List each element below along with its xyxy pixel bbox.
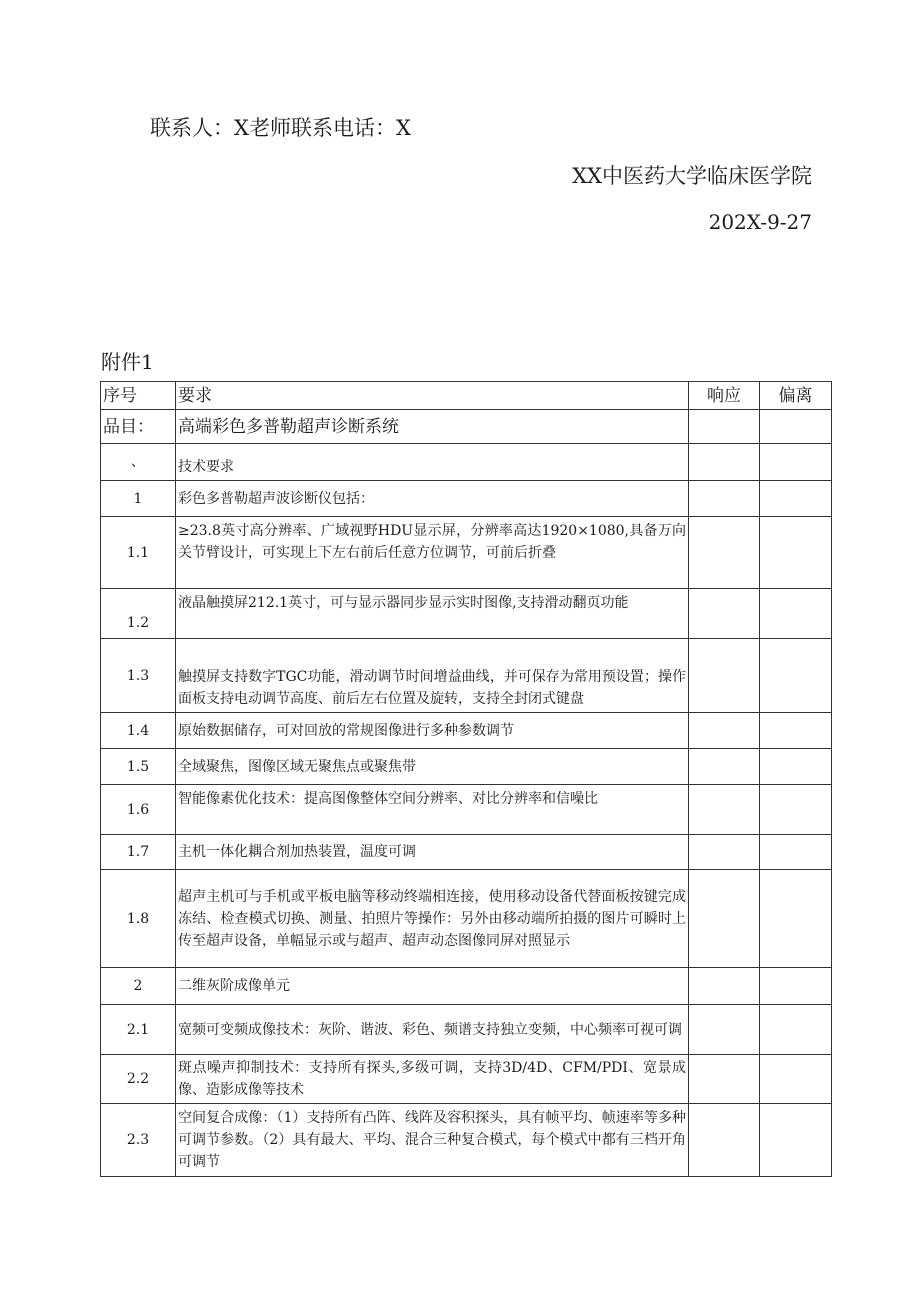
row-requirement: 斑点噪声抑制技术：支持所有探头,多级可调，支持3D/4D、CFM/PDI、宽景成像、造影成像等技术 <box>176 1055 689 1104</box>
response-cell <box>689 589 760 639</box>
organization-name: XX中医药大学临床医学院 <box>572 164 812 188</box>
row-number: 1.2 <box>101 589 176 639</box>
table-row <box>101 1055 832 1104</box>
response-cell <box>689 517 760 589</box>
response-cell <box>689 713 760 749</box>
row-requirement: 二维灰阶成像单元 <box>176 968 689 1005</box>
row-requirement: 智能像素优化技术：提高图像整体空间分辨率、对比分辨率和信噪比 <box>176 785 689 835</box>
table-row <box>101 785 832 835</box>
row-requirement: 彩色多普勒超声波诊断仪包括： <box>176 481 689 517</box>
contact-line: 联系人：X老师联系电话：X <box>150 116 411 140</box>
table-row <box>101 589 832 639</box>
deviation-cell <box>760 713 832 749</box>
deviation-cell <box>760 785 832 835</box>
row-requirement: ≥23.8英寸高分辨率、广域视野HDU显示屏，分辨率高达1920×1080,具备万向关节臂设计，可实现上下左右前后任意方位调节，可前后折叠 <box>176 517 689 589</box>
deviation-cell <box>760 639 832 713</box>
table-row <box>101 749 832 785</box>
response-cell <box>689 1104 760 1177</box>
deviation-cell <box>760 589 832 639</box>
row-number: 1 <box>101 481 176 517</box>
row-number: 2 <box>101 968 176 1005</box>
deviation-cell <box>760 517 832 589</box>
row-number: 1.8 <box>101 870 176 968</box>
product-label: 品目： <box>101 410 176 444</box>
deviation-cell <box>760 749 832 785</box>
response-cell <box>689 785 760 835</box>
response-cell <box>689 639 760 713</box>
document-date: 202X-9-27 <box>708 210 812 234</box>
row-requirement: 触摸屏支持数字TGC功能，滑动调节时间增益曲线，并可保存为常用预设置；操作面板支持电动调节高度、前后左右位置及旋转，支持全封闭式键盘 <box>176 639 689 713</box>
product-name: 高端彩色多普勒超声诊断系统 <box>176 410 689 444</box>
annex-title: 附件1 <box>101 350 154 374</box>
row-number: 1.6 <box>101 785 176 835</box>
deviation-cell <box>760 444 832 481</box>
table-row <box>101 639 832 713</box>
row-number: 1.4 <box>101 713 176 749</box>
table-row <box>101 835 832 870</box>
deviation-cell <box>760 968 832 1005</box>
table-row <box>101 1104 832 1177</box>
deviation-cell <box>760 870 832 968</box>
deviation-cell <box>760 1005 832 1055</box>
row-requirement: 主机一体化耦合剂加热装置，温度可调 <box>176 835 689 870</box>
deviation-cell <box>760 1104 832 1177</box>
row-requirement: 宽频可变频成像技术：灰阶、谐波、彩色、频谱支持独立变频，中心频率可视可调 <box>176 1005 689 1055</box>
response-cell <box>689 870 760 968</box>
response-cell <box>689 835 760 870</box>
response-cell <box>689 444 760 481</box>
deviation-cell <box>760 410 832 444</box>
section-row <box>101 444 832 481</box>
row-number: 1.7 <box>101 835 176 870</box>
header-seq: 序号 <box>101 382 176 410</box>
row-requirement: 超声主机可与手机或平板电脑等移动终端相连接，使用移动设备代替面板按键完成冻结、检查模式切换、测量、拍照片等操作：另外由移动端所拍摄的图片可瞬时上传至超声设备，单幅显示或与超声、超声动态图像同屏对照显示 <box>176 870 689 968</box>
row-number: 2.2 <box>101 1055 176 1104</box>
row-requirement: 液晶触摸屏212.1英寸，可与显示器同步显示实时图像,支持滑动翻页功能 <box>176 589 689 639</box>
row-number: 1.5 <box>101 749 176 785</box>
row-number: 2.3 <box>101 1104 176 1177</box>
requirements-table <box>100 381 832 1177</box>
response-cell <box>689 1055 760 1104</box>
header-deviation: 偏离 <box>760 382 832 410</box>
row-requirement: 原始数据储存，可对回放的常规图像进行多种参数调节 <box>176 713 689 749</box>
table-row <box>101 1005 832 1055</box>
table-row <box>101 968 832 1005</box>
row-requirement: 空间复合成像：（1）支持所有凸阵、线阵及容积探头，具有帧平均、帧速率等多种可调节参数。（2）具有最大、平均、混合三种复合模式，每个模式中都有三档开角可调节 <box>176 1104 689 1177</box>
row-number: 1.1 <box>101 517 176 589</box>
table-row <box>101 517 832 589</box>
deviation-cell <box>760 1055 832 1104</box>
table-header-row <box>101 382 832 410</box>
response-cell <box>689 749 760 785</box>
header-requirement: 要求 <box>176 382 689 410</box>
response-cell <box>689 481 760 517</box>
product-row <box>101 410 832 444</box>
row-requirement: 全域聚焦，图像区域无聚焦点或聚焦带 <box>176 749 689 785</box>
section-number: 、 <box>101 444 176 481</box>
header-response: 响应 <box>689 382 760 410</box>
response-cell <box>689 1005 760 1055</box>
response-cell <box>689 968 760 1005</box>
row-number: 2.1 <box>101 1005 176 1055</box>
deviation-cell <box>760 481 832 517</box>
response-cell <box>689 410 760 444</box>
deviation-cell <box>760 835 832 870</box>
table-row <box>101 481 832 517</box>
section-title: 技术要求 <box>176 444 689 481</box>
table-row <box>101 713 832 749</box>
table-row <box>101 870 832 968</box>
row-number: 1.3 <box>101 639 176 713</box>
